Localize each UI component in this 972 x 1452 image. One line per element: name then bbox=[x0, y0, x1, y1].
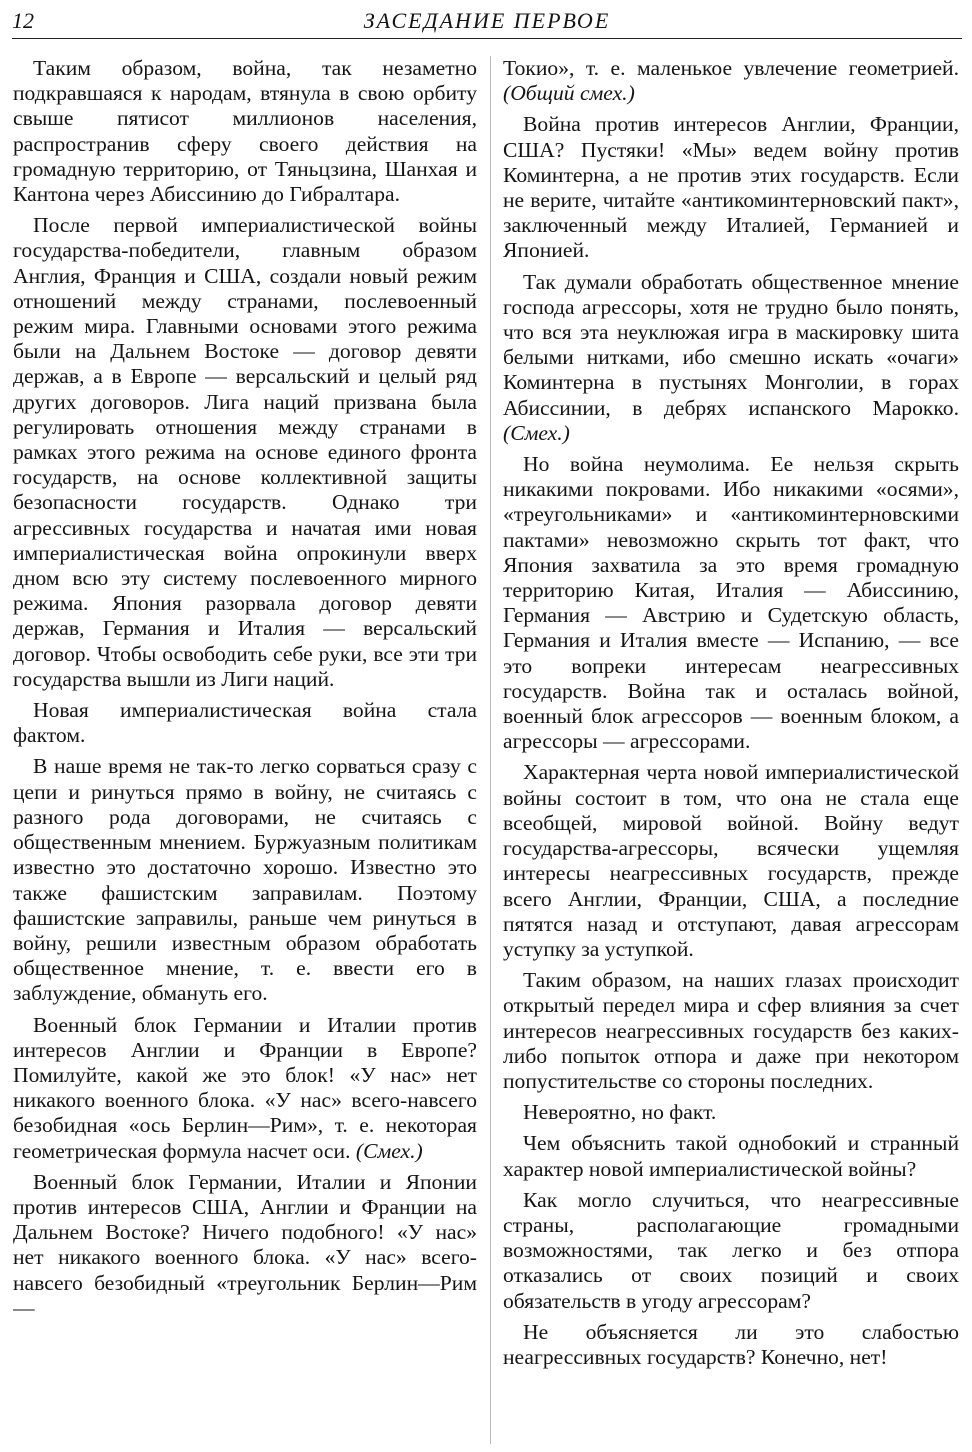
paragraph-text: Характерная черта новой империалистической войны состоит в том, что она не стала еще всеобщей, мировой войной. Войну ведут государства-агрессоры, всячески ущемляя интересы неагрессивных государств, прежде всего Англии, Франции, США, а последние пятятся назад и отступают, давая агрессорам уступку за уступкой. bbox=[503, 760, 959, 961]
paragraph-text: Так думали обработать общественное мнение господа агрессоры, хотя не трудно было понять, что вся эта неуклюжая игра в маскировку шита белыми нитками, ибо смешно искать «очаги» Коминтерна в пустынях Монголии, в горах Абиссинии, в дебрях испанского Марокко. bbox=[503, 269, 959, 420]
paragraph bbox=[503, 452, 959, 754]
paragraph-text: Не объясняется ли это слабостью неагрессивных государств? Конечно, нет! bbox=[503, 1319, 959, 1369]
paragraph bbox=[13, 213, 477, 692]
right-column bbox=[503, 56, 959, 1448]
paragraph bbox=[13, 754, 477, 1006]
paragraph-text: Чем объяснить такой однобокий и странный характер новой империалистической войны? bbox=[503, 1131, 959, 1181]
audience-remark: (Смех.) bbox=[503, 420, 570, 445]
paragraph bbox=[503, 760, 959, 962]
header-rule bbox=[12, 38, 962, 39]
paragraph bbox=[503, 112, 959, 263]
left-column bbox=[13, 56, 477, 1448]
column-divider bbox=[490, 56, 491, 1444]
paragraph bbox=[503, 1320, 959, 1370]
audience-remark: (Смех.) bbox=[355, 1138, 423, 1163]
paragraph-text: Война против интересов Англии, Франции, США? Пустяки! «Мы» ведем войну против Коминтерна, а не против этих государств. Если не верите, читайте «антикоминтерновский пакт», заключенный между Италией, Германией и Японией. bbox=[503, 112, 959, 263]
audience-remark: (Общий смех.) bbox=[503, 81, 635, 106]
paragraph-text: Военный блок Германии, Италии и Японии против интересов США, Англии и Франции на Дальнем Востоке? Ничего подобного! «У нас» нет никакого военного блока. «У нас» всего-навсего безобидный «треугольник Берлин—Рим— bbox=[13, 1169, 477, 1320]
paragraph-text: Таким образом, война, так незаметно подкравшаяся к народам, втянула в свою орбиту свыше пятисот миллионов населения, распространив сферу своего действия на громадную территорию, от Тяньцзина, Шанхая и Кантона через Абиссинию до Гибралтара. bbox=[13, 56, 477, 207]
paragraph bbox=[503, 1100, 959, 1125]
paragraph-text: Невероятно, но факт. bbox=[523, 1100, 717, 1125]
paragraph-text: Но война неумолима. Ее нельзя скрыть никакими покровами. Ибо никакими «осями», «треугольниками» и «антикоминтерновскими пактами» невозможно скрыть тот факт, что Япония захватила за это время громадную территорию Китая, Италия — Абиссинию, Германия — Австрию и Судетскую область, Германия и Италия вместе — Испанию, — все это вопреки интересам неагрессивных государств. Война так и осталась войной, военный блок агрессоров — военным блоком, а агрессоры — агрессорами. bbox=[503, 452, 959, 754]
paragraph bbox=[13, 56, 477, 207]
running-head bbox=[12, 4, 962, 40]
paragraph bbox=[503, 270, 959, 446]
paragraph-text: Токио», т. е. маленькое увлечение геометрией. bbox=[503, 56, 959, 80]
paragraph-text: Новая империалистическая война стала фактом. bbox=[13, 698, 477, 748]
paragraph-text: Как могло случиться, что неагрессивные страны, располагающие громадными возможностями, так легко и без отпора отказались от своих позиций и своих обязательств в угоду агрессорам? bbox=[503, 1187, 959, 1313]
paragraph-text: Военный блок Германии и Италии против интересов Англии и Франции в Европе? Помилуйте, какой же это блок! «У нас» нет никакого военного блока. «У нас» всего-навсего безобидная «ось Берлин—Рим», т. е. некоторая геометрическая формула насчет оси. bbox=[13, 1012, 477, 1163]
paragraph bbox=[503, 968, 959, 1094]
running-title: ЗАСЕДАНИЕ ПЕРВОЕ bbox=[363, 8, 611, 33]
paragraph bbox=[503, 56, 959, 106]
paragraph bbox=[503, 1188, 959, 1314]
paragraph-text: В наше время не так-то легко сорваться сразу с цепи и ринуться прямо в войну, не считаясь с разного рода договорами, не считаясь с общественным мнением. Буржуазным политикам известно это достаточно хорошо. Известно это также фашистским заправилам. Поэтому фашистские заправилы, раньше чем ринуться в войну, решили известным образом обработать общественное мнение, т. е. ввести его в заблуждение, обмануть его. bbox=[13, 754, 477, 1006]
paragraph bbox=[503, 1131, 959, 1181]
page-number: 12 bbox=[12, 8, 34, 33]
paragraph-text: Таким образом, на наших глазах происходит открытый передел мира и сфер влияния за счет интересов неагрессивных государств без каких-либо попыток отпора и даже при некотором попустительстве со стороны последних. bbox=[503, 968, 959, 1093]
paragraph bbox=[13, 698, 477, 748]
paragraph-text: После первой империалистической войны государства-победители, главным образом Англия, Франция и США, создали новый режим отношений между странами, послевоенный режим мира. Главными основами этого режима были на Дальнем Востоке — договор девяти держав, а в Европе — версальский и целый ряд других договоров. Лига наций призвана была регулировать отношения между странами в рамках этого режима на основе единого фронта государств, на основе коллективной защиты безопасности государств. Однако три агрессивных государства и начатая ими новая империалистическая война опрокинули вверх дном всю эту систему послевоенного мирного режима. Япония разорвала договор девяти держав, Германия и Италия — версальский договор. Чтобы освободить себе руки, все эти три государства вышли из Лиги наций. bbox=[13, 213, 477, 691]
paragraph bbox=[13, 1013, 477, 1164]
paragraph bbox=[13, 1170, 477, 1321]
